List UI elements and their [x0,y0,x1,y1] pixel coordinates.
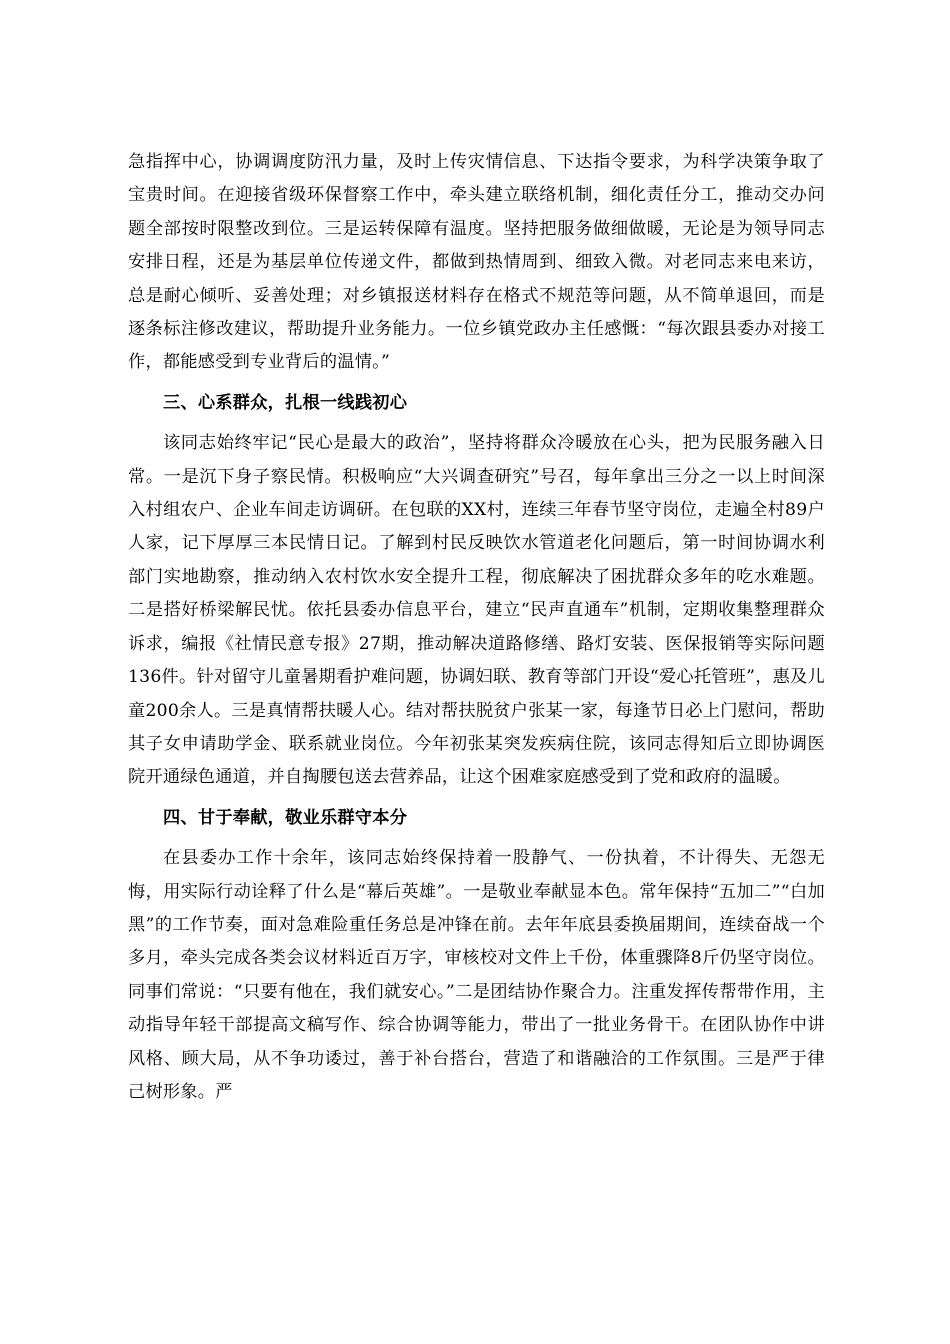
document-page [128,146,825,1246]
paragraph-section-4: 在县委办工作十余年，该同志始终保持着一股静气、一份执着，不计得失、无怨无悔，用实际行动诠释了什么是“幕后英雄”。一是敬业奉献显本色。常年保持“五加二”“白加黑”的工作节奏，面对急难险重任务总是冲锋在前。去年年底县委换届期间，连续奋战一个多月，牵头完成各类会议材料近百万字，审核校对文件上千份，体重骤降8斤仍坚守岗位。同事们常说：“只要有他在，我们就安心。”二是团结协作聚合力。注重发挥传帮带作用，主动指导年轻干部提高文稿写作、综合协调等能力，带出了一批业务骨干。在团队协作中讲风格、顾大局，从不争功诿过，善于补台搭台，营造了和谐融洽的工作氛围。三是严于律己树形象。严 [128,848,825,1102]
paragraph-continuation: 急指挥中心，协调调度防汛力量，及时上传灾情信息、下达指令要求，为科学决策争取了宝贵时间。在迎接省级环保督察工作中，牵头建立联络机制，细化责任分工，推动交办问题全部按时限整改到位。三是运转保障有温度。坚持把服务做细做暖，无论是为领导同志安排日程，还是为基层单位传递文件，都做到热情周到、细致入微。对老同志来电来访，总是耐心倾听、妥善处理；对乡镇报送材料存在格式不规范等问题，从不简单退回，而是逐条标注修改建议，帮助提升业务能力。一位乡镇党政办主任感慨：“每次跟县委办对接工作，都能感受到专业背后的温情。” [128,152,825,373]
section-heading-3: 三、心系群众，扎根一线践初心 [163,392,408,413]
section-heading-4: 四、甘于奉献，敬业乐群守本分 [163,807,408,828]
paragraph-section-3: 该同志始终牢记“民心是最大的政治”，坚持将群众冷暖放在心头，把为民服务融入日常。一是沉下身子察民情。积极响应“大兴调查研究”号召，每年拿出三分之一以上时间深入村组农户、企业车间走访调研。在包联的XX村，连续三年春节坚守岗位，走遍全村89户人家，记下厚厚三本民情日记。了解到村民反映饮水管道老化问题后，第一时间协调水利部门实地勘察，推动纳入农村饮水安全提升工程，彻底解决了困扰群众多年的吃水难题。二是搭好桥梁解民忧。依托县委办信息平台，建立“民声直通车”机制，定期收集整理群众诉求，编报《社情民意专报》27期，推动解决道路修缮、路灯安装、医保报销等实际问题136件。针对留守儿童暑期看护难问题，协调妇联、教育等部门开设“爱心托管班”，惠及儿童200余人。三是真情帮扶暖人心。结对帮扶脱贫户张某一家，每逢节日必上门慰问，帮助其子女申请助学金、联系就业岗位。今年初张某突发疾病住院，该同志得知后立即协调医院开通绿色通道，并自掏腰包送去营养品，让这个困难家庭感受到了党和政府的温暖。 [128,433,825,788]
